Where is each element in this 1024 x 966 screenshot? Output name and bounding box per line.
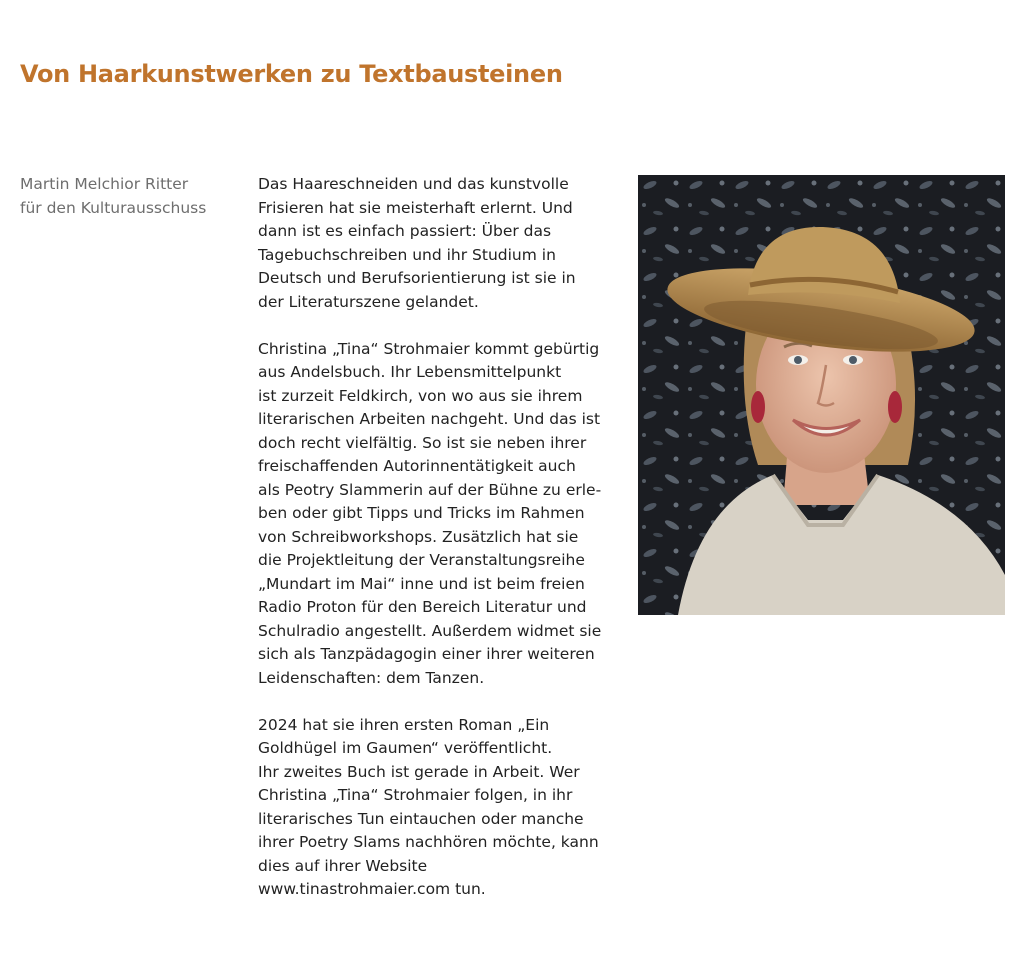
article-line: Ihr zweites Buch ist gerade in Arbeit. Wer xyxy=(258,762,580,781)
article-line: Frisieren hat sie meisterhaft erlernt. Und xyxy=(258,198,573,217)
article-title: Von Haarkunstwerken zu Textbausteinen xyxy=(20,60,563,88)
article-line: doch recht vielfältig. So ist sie neben ihrer xyxy=(258,433,587,452)
article-line: literarisches Tun eintauchen oder manche xyxy=(258,809,584,828)
article-body xyxy=(258,173,628,925)
article-line: 2024 hat sie ihren ersten Roman „Ein xyxy=(258,715,550,734)
article-line: Das Haareschneiden und das kunstvolle xyxy=(258,175,569,193)
article-line: als Peotry Slammerin auf der Bühne zu erle- xyxy=(258,480,602,499)
article-line: Leidenschaften: dem Tanzen. xyxy=(258,668,485,687)
article-line: Christina „Tina“ Strohmaier kommt gebürtig xyxy=(258,339,600,358)
article-paragraph xyxy=(258,173,628,314)
byline-author: Martin Melchior Ritter xyxy=(20,175,189,193)
article-line: Christina „Tina“ Strohmaier folgen, in ihr xyxy=(258,786,573,804)
article-line: ihrer Poetry Slams nachhören möchte, kann xyxy=(258,833,599,851)
article-line: ist zurzeit Feldkirch, von wo aus sie ihrem xyxy=(258,386,583,405)
article-line: literarischen Arbeiten nachgeht. Und das ist xyxy=(258,410,601,428)
article-line: freischaffenden Autorinnentätigkeit auch xyxy=(258,457,576,475)
portrait-illustration xyxy=(638,175,1005,615)
article-line: dann ist es einfach passiert: Über das xyxy=(258,222,552,240)
article-line: „Mundart im Mai“ inne und ist beim freien xyxy=(258,574,585,593)
byline-affiliation: für den Kulturausschuss xyxy=(20,198,207,217)
article-line: Goldhügel im Gaumen“ veröffentlicht. xyxy=(258,739,553,757)
article-line: Schulradio angestellt. Außerdem widmet sie xyxy=(258,621,602,640)
article-line: www.tinastrohmaier.com tun. xyxy=(258,880,486,898)
article-paragraph xyxy=(258,714,628,902)
article-line: sich als Tanzpädagogin einer ihrer weiteren xyxy=(258,645,595,663)
article-line: Deutsch und Berufsorientierung ist sie in xyxy=(258,269,576,287)
article-line: der Literaturszene gelandet. xyxy=(258,292,479,311)
article-line: dies auf ihrer Website xyxy=(258,856,428,875)
article-paragraph xyxy=(258,338,628,691)
article-line: die Projektleitung der Veranstaltungsreihe xyxy=(258,551,585,569)
portrait-photo xyxy=(638,175,1005,615)
article-line: Tagebuchschreiben und ihr Studium in xyxy=(258,245,556,264)
article-line: von Schreibworkshops. Zusätzlich hat sie xyxy=(258,527,579,546)
article-line: aus Andelsbuch. Ihr Lebensmittelpunkt xyxy=(258,363,562,381)
article-line: ben oder gibt Tipps und Tricks im Rahmen xyxy=(258,504,585,522)
article-line: Radio Proton für den Bereich Literatur und xyxy=(258,598,587,616)
byline xyxy=(20,173,250,220)
